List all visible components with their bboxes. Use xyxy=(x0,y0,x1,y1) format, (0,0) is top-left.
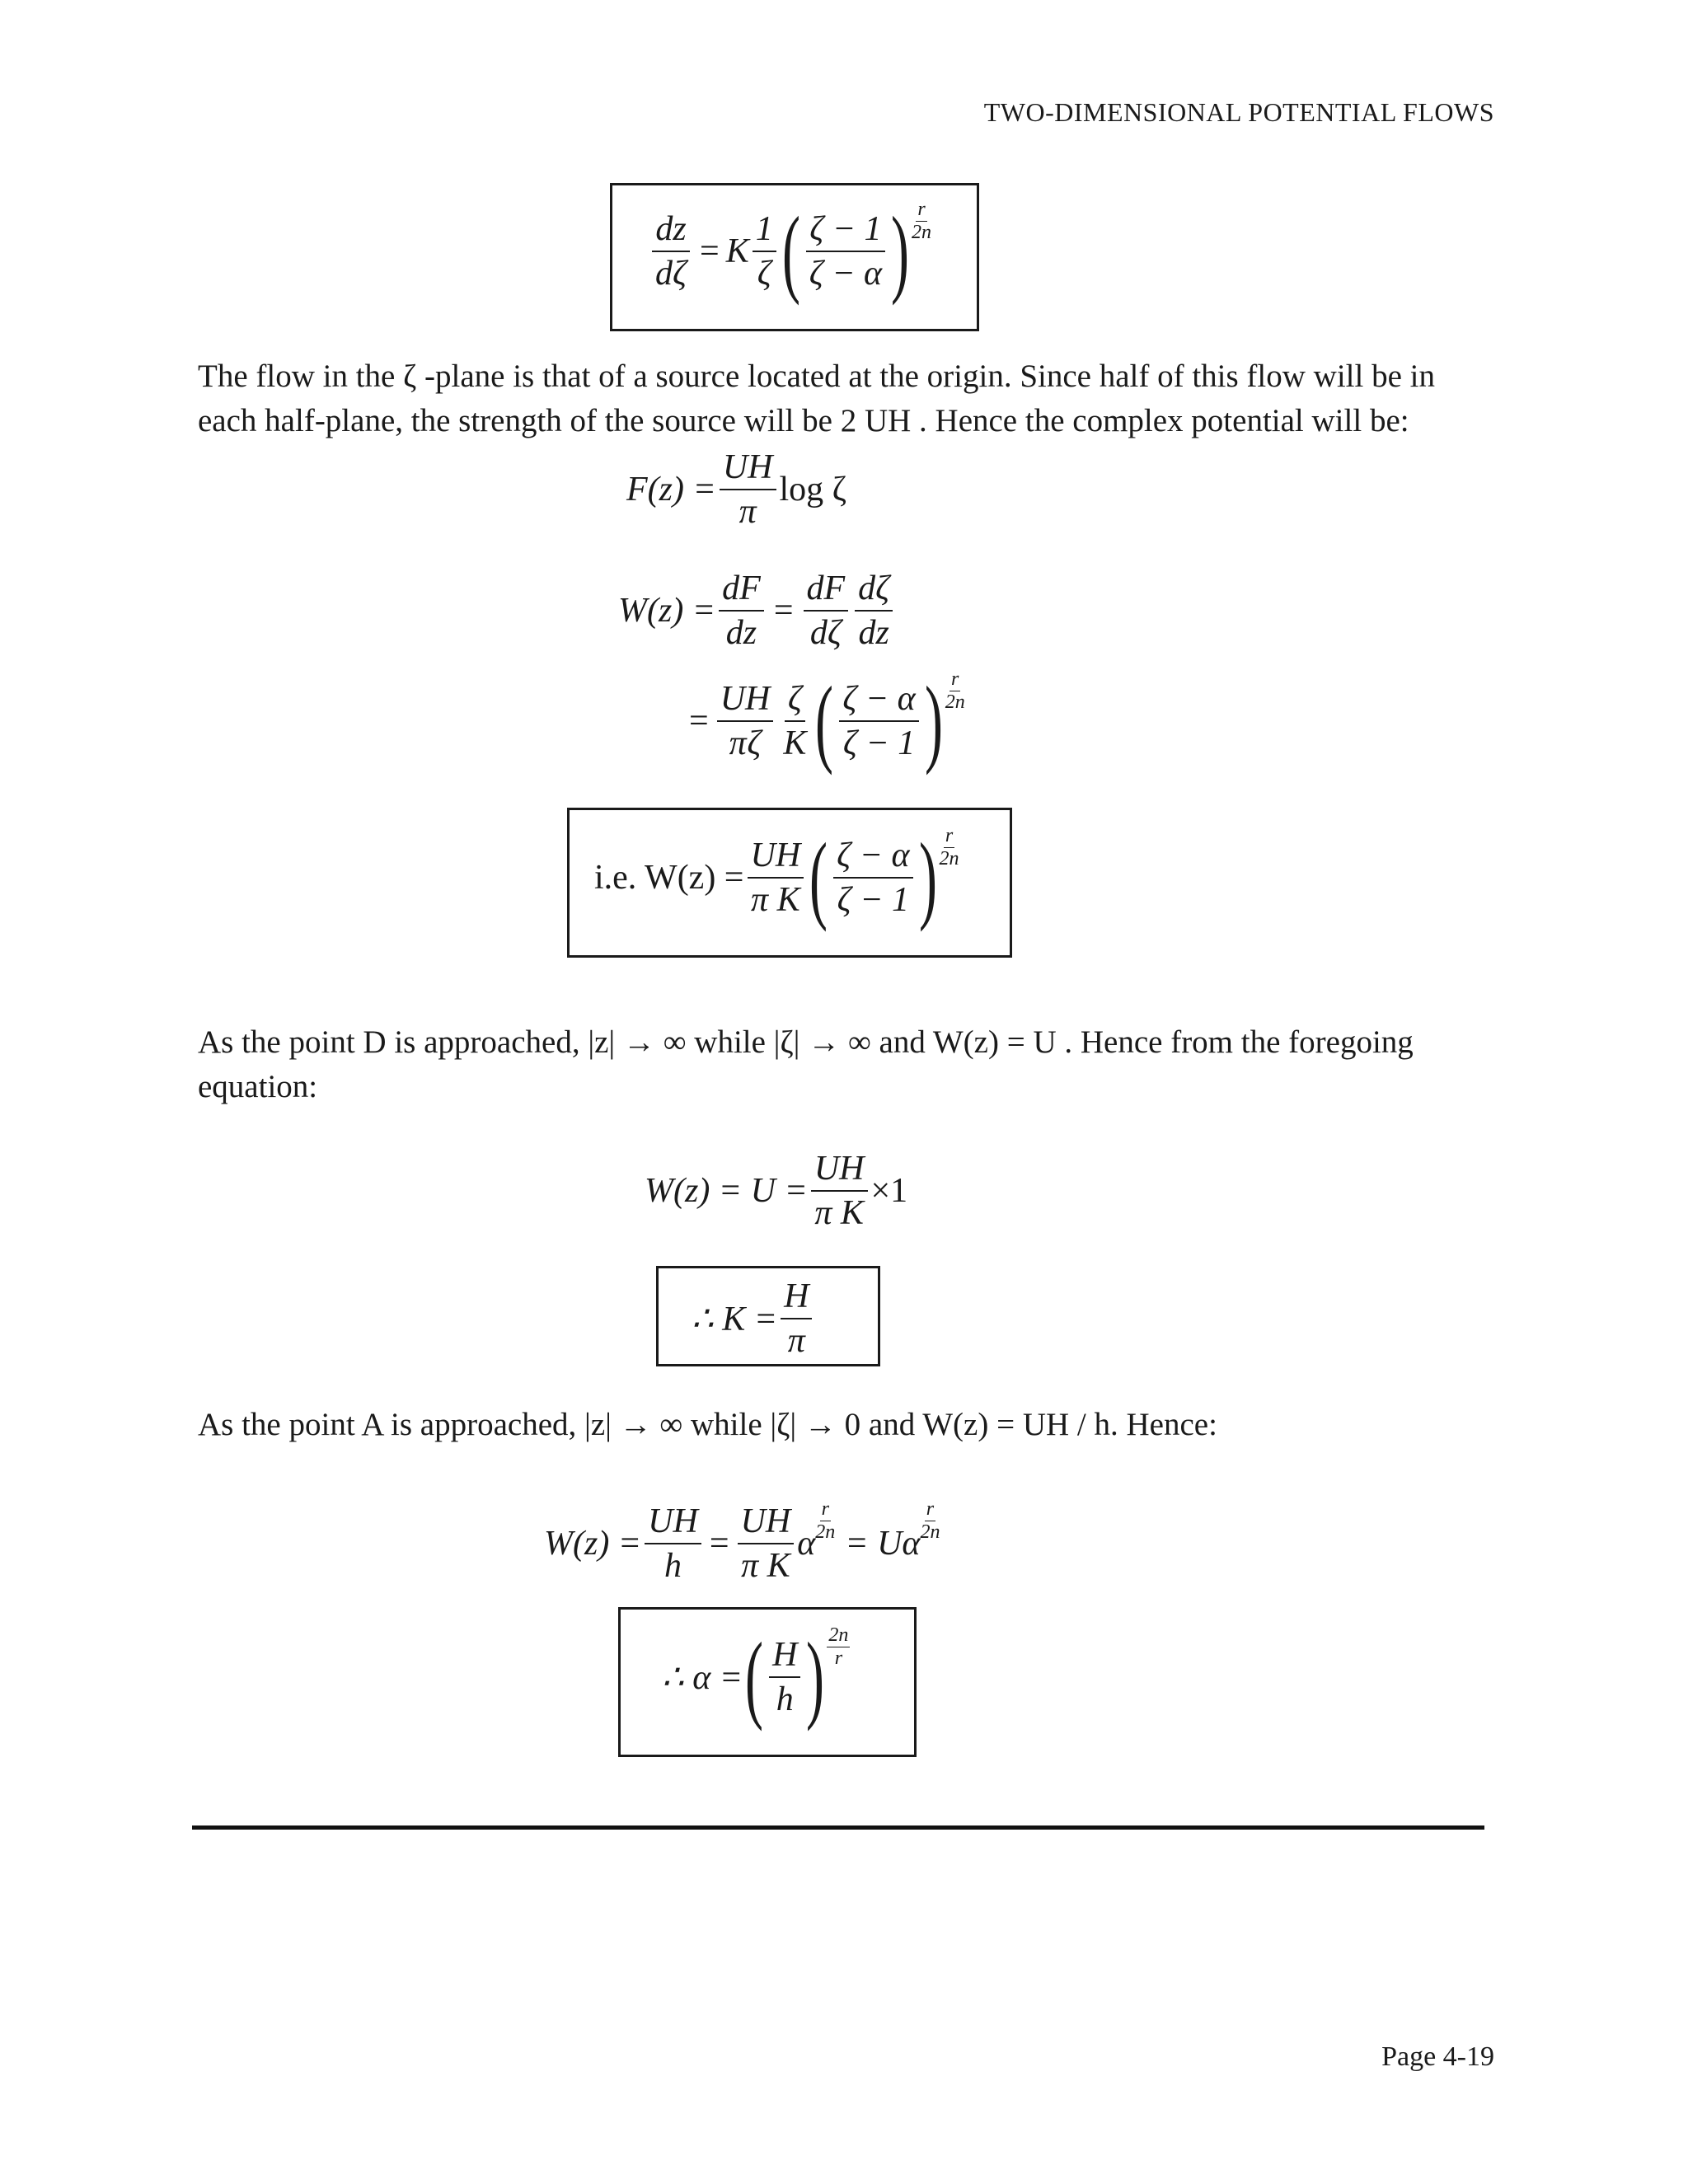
bottom-divider xyxy=(192,1825,1484,1830)
boxed-equation-alpha: ∴ α = ( $\frac{H}{h}$ ) $\frac{2n}{r}$ xyxy=(618,1607,917,1757)
paragraph-source-flow: The flow in the ζ -plane is that of a source located at the origin. Since half of this flow will be in each half-plane, the strength of the source will be 2 UH . Hence the complex potential will be: xyxy=(198,359,1435,438)
paragraph-point-a: As the point A is approached, |z| → ∞ while |ζ| → 0 and W(z) = UH / h. Hence: xyxy=(198,1407,1217,1442)
paragraph-point-d: As the point D is approached, |z| → ∞ while |ζ| → ∞ and W(z) = U . Hence from the foregoing equation: xyxy=(198,1024,1414,1104)
boxed-equation-dz-dzeta: $\frac{dz}{d\zeta}$ = K $\frac{1}{\zeta}$ ( $\frac{\zeta - 1}{\zeta - \alpha}$ ) $\frac{r}{2n}$ xyxy=(610,183,979,331)
equation-velocity-expanded: = $\frac{UH}{\pi\zeta}$ $\frac{\zeta}{K}$ ( $\frac{\zeta - \alpha}{\zeta - 1}$ ) $\frac{r}{2n}$ xyxy=(689,666,965,776)
boxed-equation-velocity: i.e. W(z) = $\frac{UH}{\text{π K}}$ ( $\frac{\zeta - \alpha}{\zeta - 1}$ ) $\frac{r}{2n}$ xyxy=(567,808,1012,958)
running-header: TWO-DIMENSIONAL POTENTIAL FLOWS xyxy=(983,97,1494,127)
equation-complex-potential: F(z) = $\frac{UH}{\pi}$ log ζ xyxy=(626,448,847,531)
equation-w-equals-u: W(z) = U = $\frac{UH}{\text{π K}}$ ×1 xyxy=(645,1150,908,1232)
fraction-dz-dzeta: $\frac{dz}{d\zeta}$ xyxy=(652,209,690,293)
equation-velocity-chain-rule: W(z) = $\frac{dF}{dz}$ = $\frac{dF}{d\zeta}$ $\frac{d\zeta}{dz}$ xyxy=(618,569,896,653)
equation-w-at-point-a: W(z) = $\frac{UH}{h}$ = $\frac{UH}{\text{π K}}$ α $\frac{r}{2n}$ = Uα $\frac{r}{2n}$ xyxy=(544,1498,940,1585)
boxed-equation-k: ∴ K = $\frac{H}{\pi}$ xyxy=(656,1266,880,1366)
page-number: Page 4-19 xyxy=(1381,2041,1494,2072)
exponent-r-over-2n: $\frac{r}{2n}$ xyxy=(912,199,932,243)
